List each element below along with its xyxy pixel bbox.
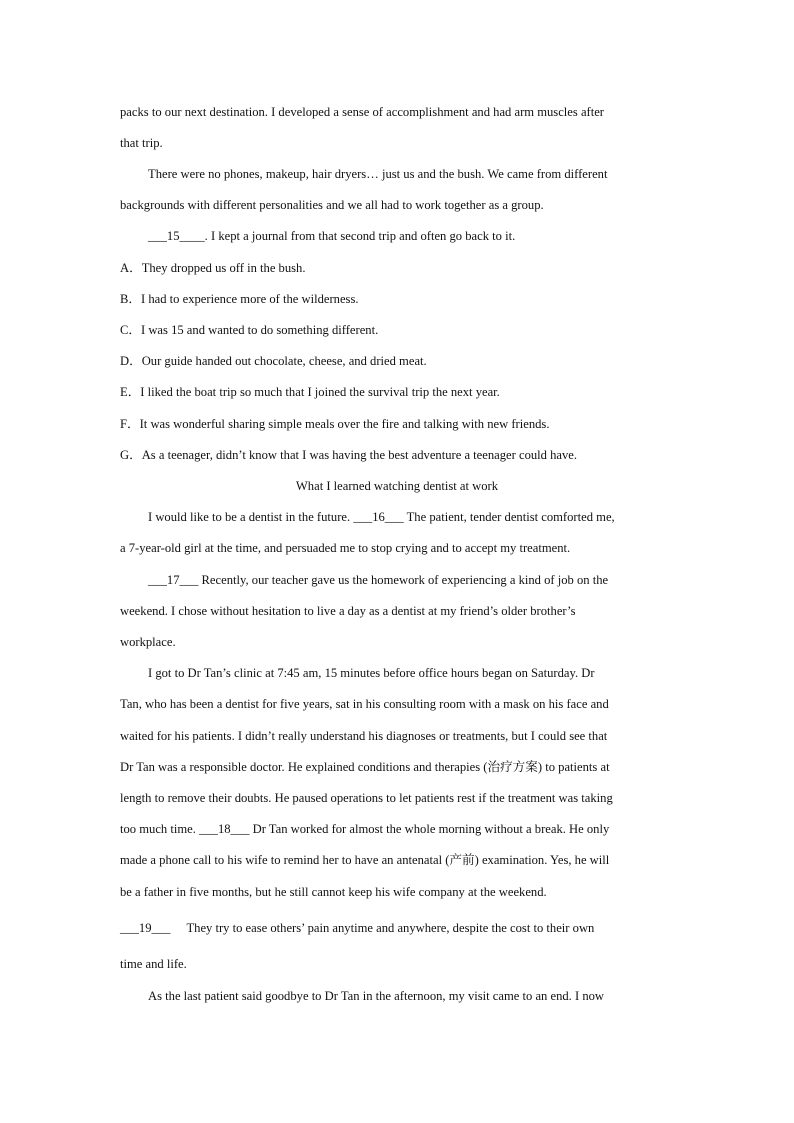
text-line: There were no phones, makeup, hair dryers… just us and the bush. We came from different: [148, 167, 608, 181]
text-segment: Recently, our teacher gave us the homework of experiencing a kind of job on the: [201, 573, 609, 587]
text-line: I got to Dr Tan’s clinic at 7:45 am, 15 minutes before office hours began on Saturday. Dr: [148, 666, 595, 680]
text-line: workplace.: [120, 635, 176, 649]
text-line: Dr Tan was a responsible doctor. He explained conditions and therapies (治疗方案) to patients at: [120, 760, 610, 774]
text-segment: The patient, tender dentist comforted me,: [406, 510, 615, 524]
blank-19: ___19___: [120, 921, 171, 935]
text-line: time and life.: [120, 957, 187, 971]
blank-18: ___18___: [199, 822, 250, 836]
blank-15: ___15____.: [148, 229, 208, 243]
text-line: length to remove their doubts. He paused operations to let patients rest if the treatment was taking: [120, 791, 613, 805]
text-line: [120, 920, 594, 936]
text-line: Tan, who has been a dentist for five years, sat in his consulting room with a mask on his face and: [120, 697, 609, 711]
text-line: As the last patient said goodbye to Dr Tan in the afternoon, my visit came to an end. I now: [148, 989, 605, 1003]
text-line: be a father in five months, but he still cannot keep his wife company at the weekend.: [120, 885, 547, 899]
text-segment: too much time.: [120, 822, 196, 836]
option-f: F．It was wonderful sharing simple meals over the fire and talking with new friends.: [120, 417, 550, 431]
option-d: D．Our guide handed out chocolate, cheese, and dried meat.: [120, 354, 427, 368]
text-line: [148, 509, 615, 525]
text-line: [120, 821, 609, 837]
text-line: [148, 228, 515, 244]
option-a: A．They dropped us off in the bush.: [120, 261, 306, 275]
text-line: that trip.: [120, 136, 163, 150]
text-line: packs to our next destination. I developed a sense of accomplishment and had arm muscles after: [120, 105, 605, 119]
option-b: B．I had to experience more of the wilderness.: [120, 292, 359, 306]
text-line: made a phone call to his wife to remind her to have an antenatal (产前) examination. Yes, he will: [120, 853, 610, 867]
option-c: C．I was 15 and wanted to do something different.: [120, 323, 379, 337]
text-line: [148, 572, 608, 588]
passage-title: What I learned watching dentist at work: [295, 479, 499, 493]
text-segment: I would like to be a dentist in the future.: [148, 510, 351, 524]
text-segment: I kept a journal from that second trip and often go back to it.: [210, 229, 516, 243]
blank-16: ___16___: [353, 510, 404, 524]
text-segment: Dr Tan worked for almost the whole morning without a break. He only: [252, 822, 610, 836]
text-line: weekend. I chose without hesitation to live a day as a dentist at my friend’s older brother’s: [120, 604, 576, 618]
text-line: waited for his patients. I didn’t really understand his diagnoses or treatments, but I could see that: [120, 729, 608, 743]
option-g: G．As a teenager, didn’t know that I was having the best adventure a teenager could have.: [120, 448, 578, 462]
blank-17: ___17___: [148, 573, 199, 587]
option-e: E．I liked the boat trip so much that I joined the survival trip the next year.: [120, 385, 500, 399]
text-segment: They try to ease others’ pain anytime and anywhere, despite the cost to their own: [186, 921, 595, 935]
text-line: a 7-year-old girl at the time, and persuaded me to stop crying and to accept my treatment.: [120, 541, 571, 555]
text-line: backgrounds with different personalities and we all had to work together as a group.: [120, 198, 544, 212]
